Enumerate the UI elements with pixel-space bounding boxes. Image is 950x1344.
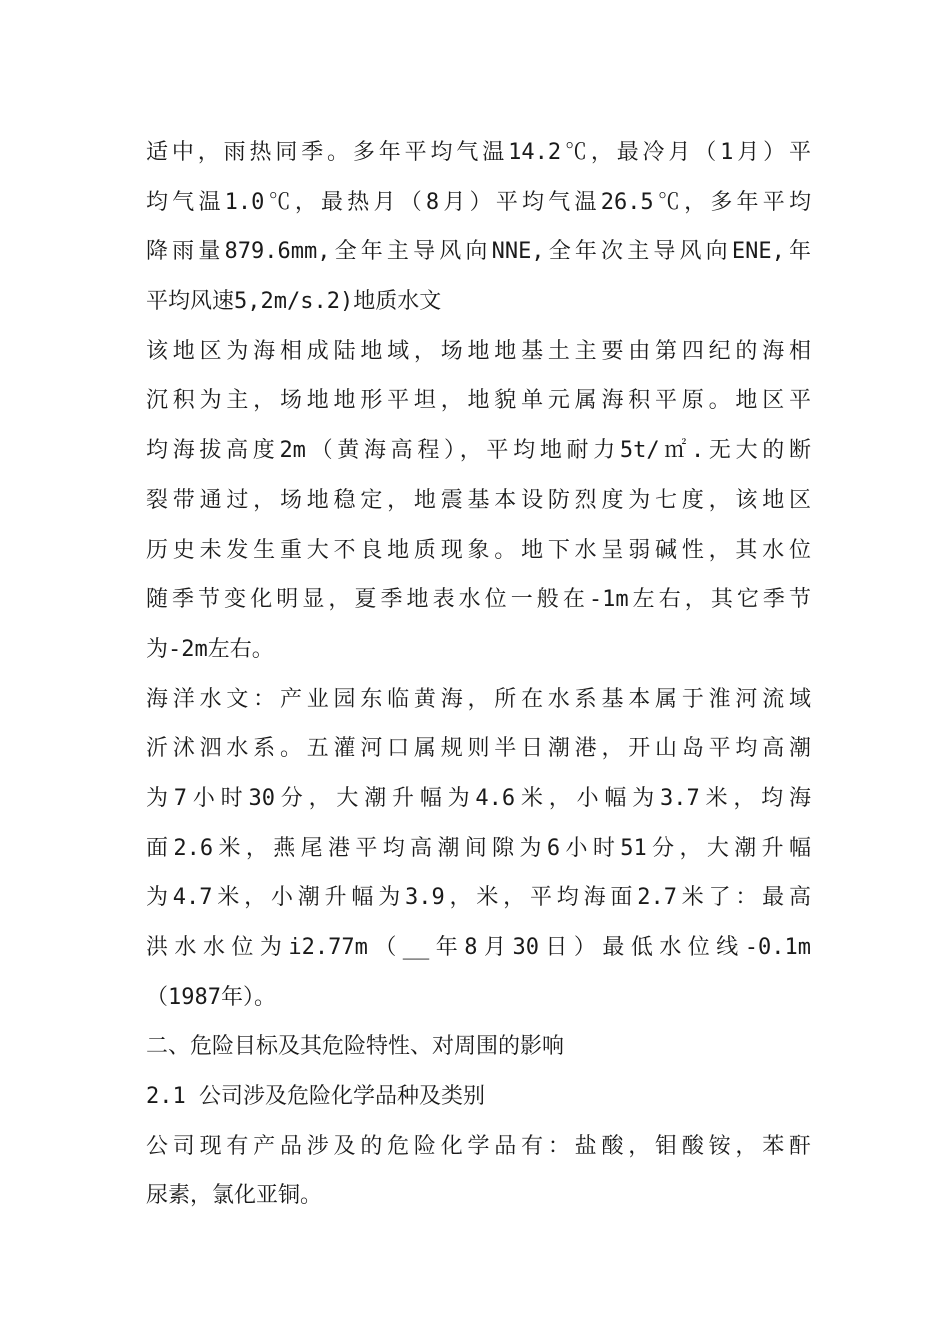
text-line-14: 为7小时30分，大潮升幅为4.6米，小幅为3.7米，均海 xyxy=(146,785,811,811)
text-line-13: 沂沭泗水系。五灌河口属规则半日潮港，开山岛平均高潮 xyxy=(146,736,811,762)
text-line-9: 历史未发生重大不良地质现象。地下水呈弱碱性，其水位 xyxy=(146,537,811,563)
text-line-22: 尿素，氯化亚铜。 xyxy=(146,1183,323,1209)
text-line-12: 海洋水文：产业园东临黄海，所在水系基本属于淮河流域 xyxy=(146,686,811,712)
section-heading: 二、危险目标及其危险特性、对周围的影响 xyxy=(146,1034,565,1060)
text-line-15: 面2.6米，燕尾港平均高潮间隙为6小时51分，大潮升幅 xyxy=(146,835,811,861)
text-line-18: （1987年）。 xyxy=(146,984,276,1010)
text-line-11: 为-2m左右。 xyxy=(146,636,274,662)
text-line-8: 裂带通过，场地稳定，地震基本设防烈度为七度，该地区 xyxy=(146,487,811,513)
text-line-3: 降雨量879.6mm,全年主导风向NNE,全年次主导风向ENE,年 xyxy=(146,239,811,265)
text-line-17: 洪水水位为i2.77m（__年8月30日）最低水位线-0.1m xyxy=(146,935,811,960)
text-line-21: 公司现有产品涉及的危险化学品有：盐酸，钼酸铵，苯酐 xyxy=(146,1133,811,1159)
text-line-5: 该地区为海相成陆地域，场地地基土主要由第四纪的海相 xyxy=(146,338,811,364)
document-body xyxy=(146,128,811,1221)
text-line-2: 均气温1.0℃，最热月（8月）平均气温26.5℃，多年平均 xyxy=(146,189,811,215)
text-line-4: 平均风速5,2m/s.2)地质水文 xyxy=(146,289,442,315)
text-line-1: 适中，雨热同季。多年平均气温14.2℃，最冷月（1月）平 xyxy=(146,140,811,165)
text-line-10: 随季节变化明显，夏季地表水位一般在-1m左右，其它季节 xyxy=(146,587,811,613)
text-line-7: 均海拔高度2m（黄海高程），平均地耐力5t/㎡.无大的断 xyxy=(146,438,811,464)
text-line-16: 为4.7米，小潮升幅为3.9，米，平均海面2.7米了：最高 xyxy=(146,885,811,911)
text-line-6: 沉积为主，场地地形平坦，地貌单元属海积平原。地区平 xyxy=(146,388,811,414)
subsection-heading: 2.1 公司涉及危险化学品种及类别 xyxy=(146,1084,485,1110)
